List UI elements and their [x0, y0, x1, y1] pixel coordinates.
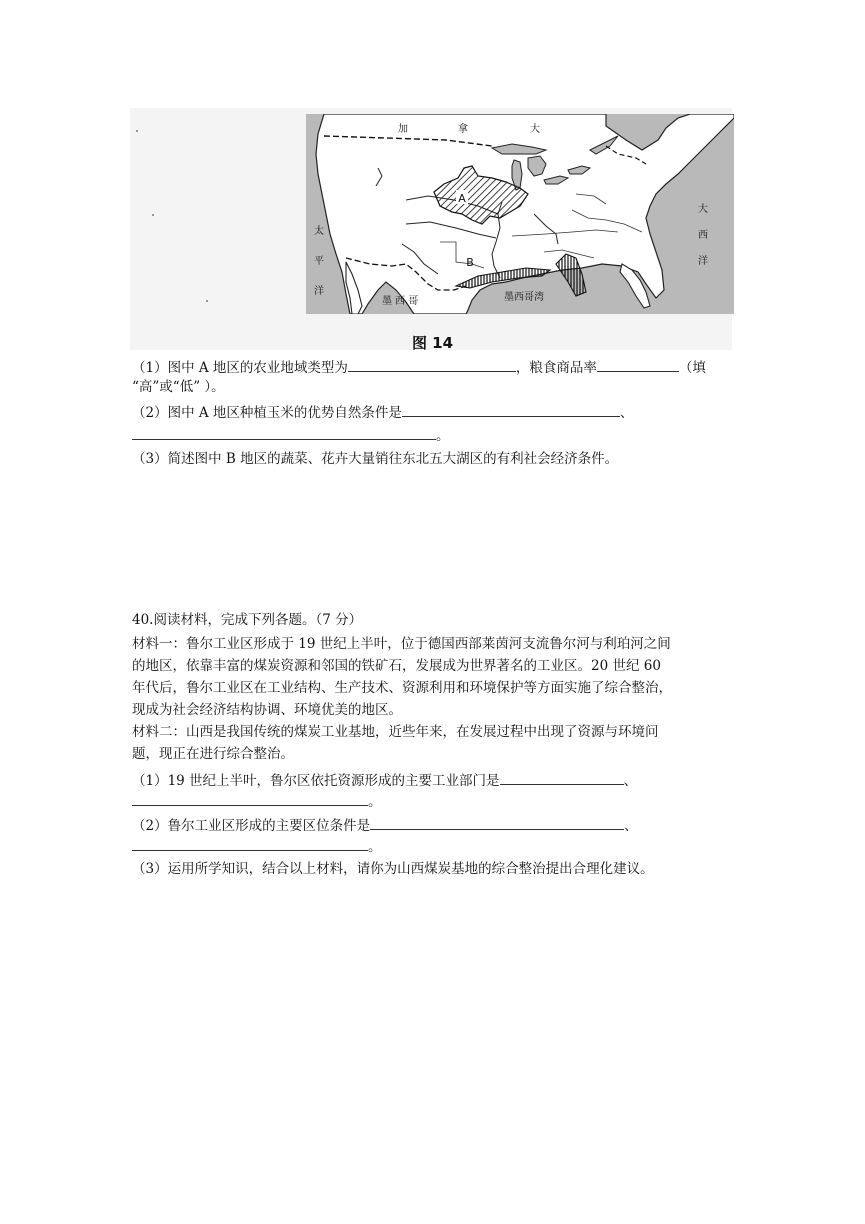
answer-blank[interactable]: [132, 836, 368, 851]
answer-blank[interactable]: [132, 425, 436, 440]
q40-part1-cont: [132, 791, 382, 812]
q40-part1-sep: 、: [623, 773, 638, 789]
q40-part1: [132, 770, 637, 791]
label-atlantic-1: 大: [698, 204, 708, 215]
q40-material1-line1: 材料一：鲁尔工业区形成于 19 世纪上半叶，位于德国西部莱茵河支流鲁尔河与利珀河之间: [132, 636, 671, 652]
q40-material2-line2: 题，现正在进行综合整治。: [132, 746, 294, 762]
label-pacific-2: 平: [314, 256, 324, 267]
label-atlantic-3: 洋: [698, 256, 708, 267]
scan-speck: [206, 300, 208, 302]
region-b-label: B: [466, 256, 474, 269]
label-canada-3: 大: [530, 124, 540, 135]
figure-caption: 图 14: [411, 334, 454, 352]
q40-part2-sep: 、: [624, 818, 638, 834]
region-a-label: A: [458, 192, 466, 205]
q40-material1-line4: 现成为社会经济结构协调、环境优美的地区。: [132, 702, 402, 718]
q39-part3: （3）简述图中 B 地区的蔬菜、花卉大量销往东北五大湖区的有利社会经济条件。: [132, 451, 619, 467]
label-pacific-3: 洋: [314, 286, 324, 297]
q40-part2-end: 。: [368, 839, 382, 855]
q40-material1-line3: 年代后，鲁尔工业区在工业结构、生产技术、资源利用和环境保护等方面实施了综合整治，: [132, 680, 672, 696]
q39-part2: [132, 402, 633, 423]
q40-part1-text: （1）19 世纪上半叶，鲁尔区依托资源形成的主要工业部门是: [132, 773, 500, 789]
q40-material2-line1: 材料二：山西是我国传统的煤炭工业基地，近些年来，在发展过程中出现了资源与环境问: [132, 724, 659, 740]
q40-part2: [132, 815, 638, 836]
answer-blank[interactable]: [348, 357, 516, 372]
q40-material1-line2: 的地区，依靠丰富的煤炭资源和邻国的铁矿石，发展成为世界著名的工业区。20 世纪 60: [132, 658, 661, 674]
label-mexico: 墨 西 哥: [382, 296, 419, 307]
label-atlantic-2: 西: [698, 230, 708, 241]
q39-part1-text-3: （填: [678, 360, 706, 376]
q40-part1-end: 。: [368, 794, 382, 810]
label-gulf: 墨西哥湾: [504, 292, 544, 303]
q39-part1-text-2: ，粮食商品率: [515, 360, 597, 376]
answer-blank[interactable]: [500, 770, 624, 785]
q39-part2-sep: 、: [619, 405, 634, 421]
answer-blank[interactable]: [132, 791, 368, 806]
answer-blank[interactable]: [402, 402, 620, 417]
q39-part2-end: 。: [436, 428, 450, 444]
scan-speck: [152, 214, 154, 216]
q40-part2-cont: [132, 836, 382, 857]
north-america-map: [306, 114, 734, 314]
answer-blank[interactable]: [597, 357, 679, 372]
label-pacific-1: 太: [314, 226, 324, 237]
q40-part2-text: （2）鲁尔工业区形成的主要区位条件是: [132, 818, 371, 834]
q40-part3: （3）运用所学知识，结合以上材料，请你为山西煤炭基地的综合整治提出合理化建议。: [132, 861, 654, 877]
scan-speck: [136, 130, 138, 132]
q39-part2-cont: [132, 425, 450, 446]
q40-title: 40.阅读材料，完成下列各题。（7 分）: [132, 612, 363, 628]
q39-part1: [132, 357, 706, 378]
q39-part2-text: （2）图中 A 地区种植玉米的优势自然条件是: [132, 405, 402, 421]
label-canada-2: 拿: [458, 124, 468, 135]
answer-blank[interactable]: [370, 815, 624, 830]
q39-part1-text: （1）图中 A 地区的农业地域类型为: [132, 360, 348, 376]
label-canada-1: 加: [398, 124, 408, 135]
q39-part1-cont: “高”或“低” ）。: [132, 379, 225, 395]
